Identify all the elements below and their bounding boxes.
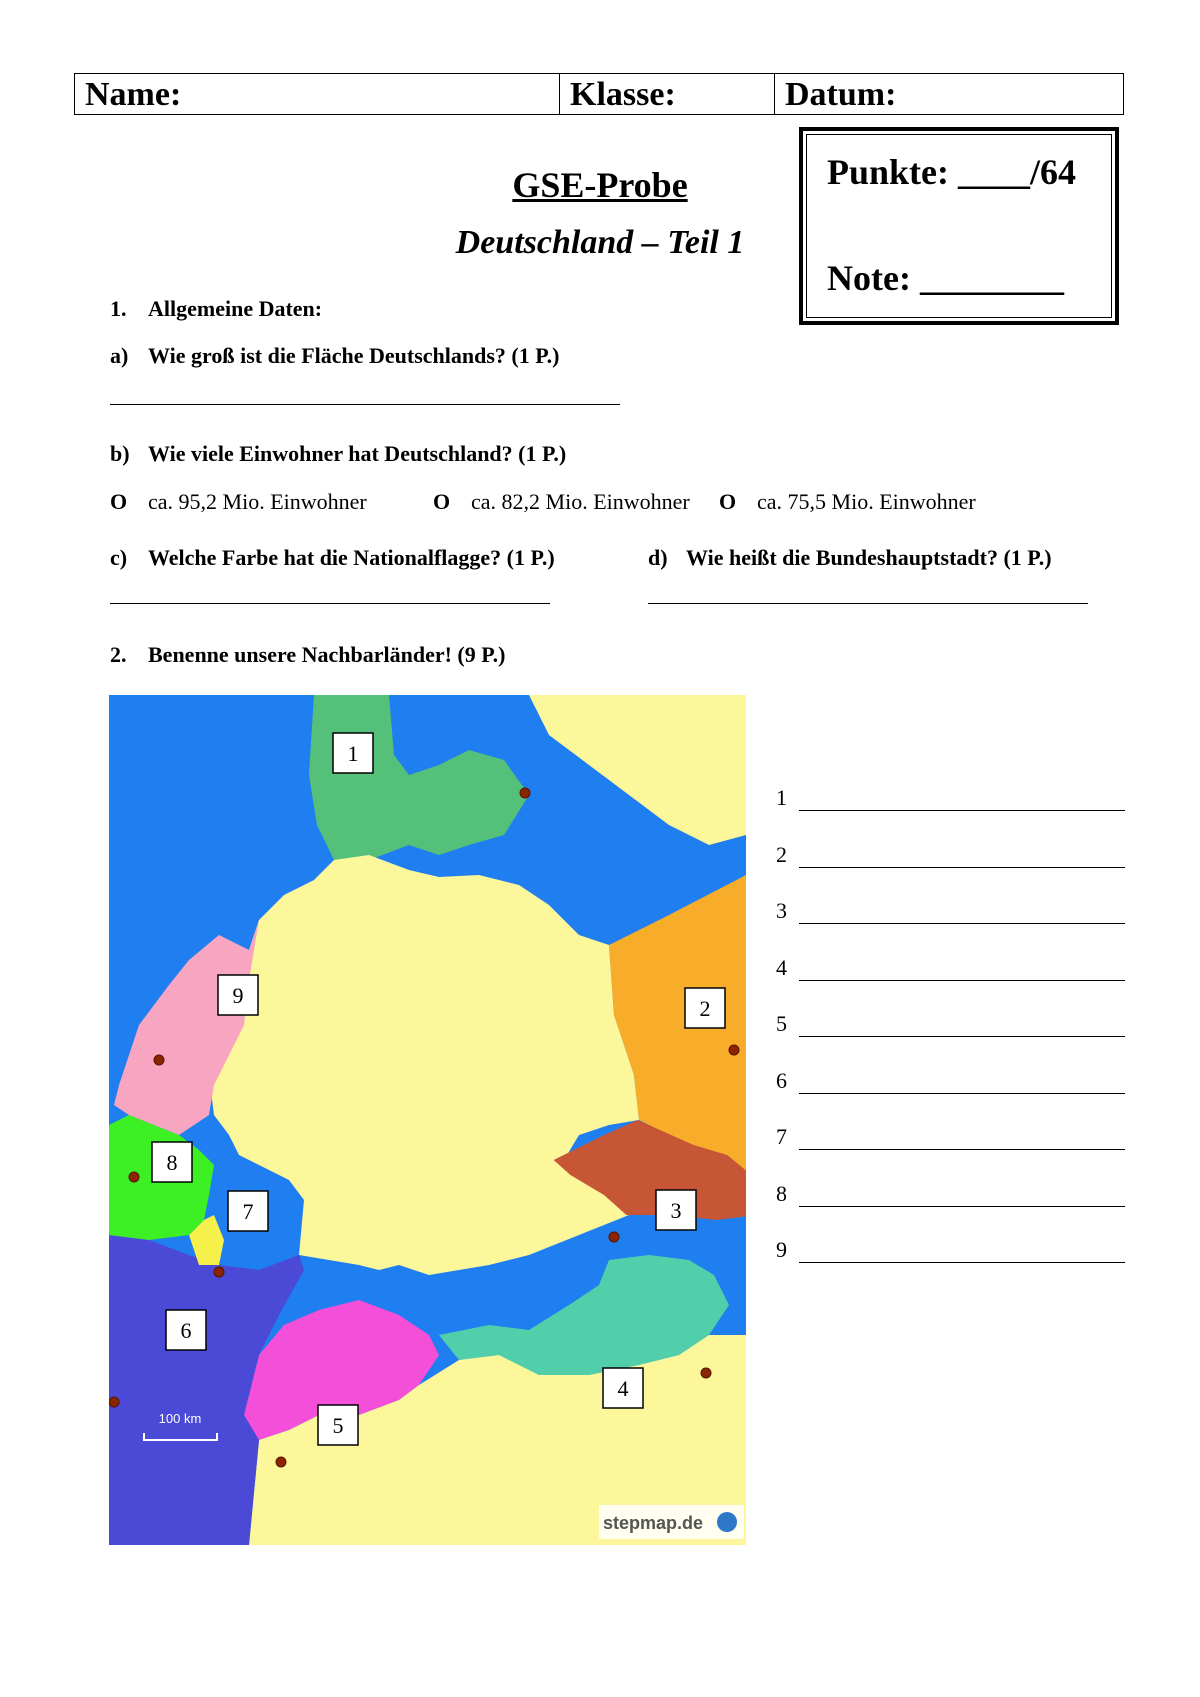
answer-blank-1[interactable]: [799, 790, 1125, 811]
answer-row-4: [776, 955, 1125, 981]
page-title: GSE-Probe: [512, 165, 688, 205]
map-label-5: [318, 1405, 358, 1445]
watermark-text: stepmap.de: [603, 1513, 704, 1533]
question-a-label: a): [110, 343, 129, 368]
scale-label: 100 km: [158, 1411, 202, 1426]
answer-row-1: [776, 785, 1125, 811]
map-label-text-6: 6: [180, 1318, 192, 1343]
map-label-text-9: 9: [232, 983, 244, 1008]
option-b2-marker[interactable]: O: [433, 489, 451, 514]
class-field[interactable]: Klasse:: [560, 74, 775, 114]
answer-blank-9[interactable]: [799, 1242, 1125, 1263]
globe-icon: [717, 1512, 737, 1532]
map-label-9: [218, 975, 258, 1015]
section2-title: Benenne unsere Nachbarländer! (9 P.): [148, 642, 506, 667]
map-label-text-5: 5: [332, 1413, 344, 1438]
answer-row-8: [776, 1181, 1125, 1207]
map-label-text-7: 7: [242, 1199, 254, 1224]
question-d: [648, 545, 1052, 571]
option-b1[interactable]: [110, 489, 367, 515]
map-label-text-8: 8: [166, 1150, 178, 1175]
option-b3-text: ca. 75,5 Mio. Einwohner: [757, 489, 976, 514]
option-b1-text: ca. 95,2 Mio. Einwohner: [148, 489, 367, 514]
answer-blank-8[interactable]: [799, 1186, 1125, 1207]
answer-row-7: [776, 1124, 1125, 1150]
question-d-text: Wie heißt die Bundeshauptstadt? (1 P.): [686, 545, 1052, 570]
section1-title: Allgemeine Daten:: [148, 296, 323, 321]
answer-row-number: 7: [776, 1124, 787, 1149]
neighbor-countries-map: [109, 695, 746, 1545]
answer-row-2: [776, 842, 1125, 868]
answer-blank-4[interactable]: [799, 960, 1125, 981]
answer-row-6: [776, 1068, 1125, 1094]
map-label-text-3: 3: [670, 1198, 682, 1223]
question-a-text: Wie groß ist die Fläche Deutschlands? (1 P.): [148, 343, 560, 368]
map-label-7: [228, 1191, 268, 1231]
map-label-text-2: 2: [699, 996, 711, 1021]
header-table: [74, 73, 1124, 115]
map-label-8: [152, 1142, 192, 1182]
answer-line-c[interactable]: [110, 603, 550, 604]
answer-line-a[interactable]: [110, 404, 620, 405]
answer-blank-2[interactable]: [799, 847, 1125, 868]
page-subtitle: Deutschland – Teil 1: [455, 224, 745, 261]
map-label-1: [333, 733, 373, 773]
answer-row-number: 1: [776, 785, 787, 810]
answer-row-9: [776, 1237, 1125, 1263]
map-label-2: [685, 988, 725, 1028]
section1-number: 1.: [110, 296, 127, 321]
option-b1-marker[interactable]: O: [110, 489, 128, 514]
date-field[interactable]: Datum:: [785, 76, 897, 113]
option-b2-text: ca. 82,2 Mio. Einwohner: [471, 489, 690, 514]
answer-row-number: 6: [776, 1067, 787, 1093]
answer-blank-7[interactable]: [799, 1129, 1125, 1150]
option-b3[interactable]: [719, 489, 976, 515]
section2-heading: [110, 642, 506, 668]
map-label-6: [166, 1310, 206, 1350]
question-b-text: Wie viele Einwohner hat Deutschland? (1 P.): [148, 441, 567, 466]
question-a: [110, 343, 560, 369]
question-c: [110, 545, 555, 571]
answer-row-number: 8: [776, 1180, 787, 1206]
section1-heading: [110, 296, 322, 322]
map-label-3: [656, 1190, 696, 1230]
map-label-4: [603, 1368, 643, 1408]
map-label-text-1: 1: [347, 741, 359, 766]
answer-row-number: 5: [776, 1011, 787, 1036]
option-b2[interactable]: [433, 489, 690, 515]
answer-blank-3[interactable]: [799, 903, 1125, 924]
answer-blank-5[interactable]: [799, 1016, 1125, 1037]
question-b: [110, 441, 566, 467]
stepmap-watermark: [599, 1505, 744, 1539]
answer-row-number: 2: [776, 841, 787, 867]
answer-row-number: 9: [776, 1237, 787, 1262]
question-b-label: b): [110, 441, 130, 466]
answer-line-d[interactable]: [648, 603, 1088, 604]
map-label-text-4: 4: [617, 1376, 629, 1401]
answer-row-3: [776, 898, 1125, 924]
question-d-label: d): [648, 545, 668, 570]
question-c-label: c): [110, 545, 128, 570]
answer-row-number: 3: [776, 898, 787, 923]
section2-number: 2.: [110, 642, 127, 667]
grade-label: Note: ________: [827, 258, 1064, 298]
option-b3-marker[interactable]: O: [719, 489, 737, 514]
points-label: Punkte: ____/64: [827, 152, 1077, 192]
answer-row-5: [776, 1011, 1125, 1037]
answer-blank-6[interactable]: [799, 1073, 1125, 1094]
question-c-text: Welche Farbe hat die Nationalflagge? (1 P.): [148, 545, 555, 570]
name-field[interactable]: Name:: [75, 74, 560, 114]
answer-row-number: 4: [776, 954, 787, 980]
